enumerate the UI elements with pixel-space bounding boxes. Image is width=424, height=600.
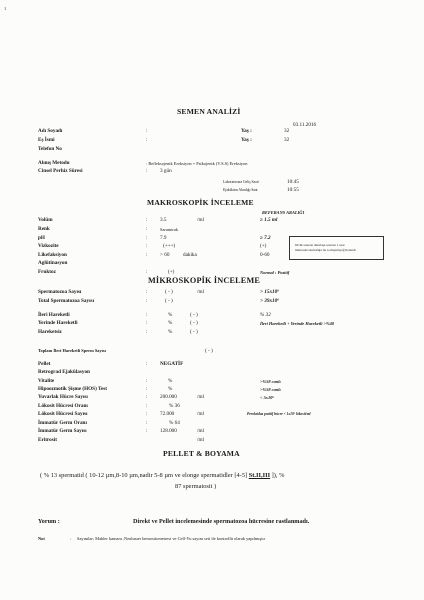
micro-row-sep: :: [146, 428, 148, 434]
micro-row-label: İmmatür Germ Oranı: [38, 420, 87, 426]
micro-row-value: 128.000: [160, 428, 177, 434]
macro-row-value: (+++): [163, 243, 176, 249]
macro-row-ref: 0-60: [260, 252, 270, 258]
micro-row-ref: > 39x10⁶: [260, 298, 280, 304]
spouse-name-label: Eş İsmi: [38, 137, 55, 143]
macro-row-label: Vizkozite: [38, 243, 59, 249]
report-date: 03.11.2016: [293, 122, 317, 128]
page-mark: 1: [4, 6, 7, 11]
macro-row-ref: ≥ 1.5 ml: [260, 217, 278, 223]
pellet-line1-pre: ( % 13 spermatid ( 10-12 µm,8-10 µm,nadir 5-8 µm ve elonge spermatidler [4-5]: [40, 472, 249, 479]
micro-row-value: %: [168, 320, 173, 326]
patient-age-value: 32: [284, 128, 290, 134]
micro-row-label: İleri Hareketli: [38, 312, 70, 318]
micro-row-sep: :: [146, 386, 148, 392]
micro-row-ref: < 5x10⁶: [260, 394, 274, 400]
lab-arrival-value: 10:45: [287, 179, 299, 185]
abstinence-label: Cinsel Perhiz Süresi: [38, 168, 83, 174]
micro-row-ref: İleri Hareketli + Yerinde Hareketli >%40: [260, 320, 335, 326]
micro-row-value: 200.000: [160, 394, 177, 400]
spouse-age-label: Yaş :: [241, 137, 252, 143]
micro-row-sep: :: [146, 289, 148, 295]
macro-row-label: Fruktoz: [38, 269, 56, 275]
micro-row-value: %: [168, 312, 173, 318]
macro-row-sep: :: [146, 217, 148, 223]
micro-row-unit: /ml: [197, 289, 204, 295]
pellet-line2: 87 spermatosit ): [175, 483, 217, 490]
micro-row-ref: Peroksidaz pozitif hücre < 1x10⁶ lökosit/ml: [247, 412, 311, 416]
method-label: Alınış Metodu: [38, 160, 70, 166]
micro-row-sep: :: [146, 361, 148, 367]
micro-row-label: Hareketsiz: [38, 329, 62, 335]
macro-row-ref: Normal : Pozitif: [260, 269, 290, 275]
micro-row-value: % 64: [169, 420, 180, 426]
macro-row-ref: (+): [260, 243, 267, 249]
total-motile-value: ( - ): [205, 348, 213, 354]
spouse-name-sep: :: [146, 137, 148, 143]
micro-row-ref: > 15x10⁶: [260, 289, 280, 295]
note-sep: :: [70, 536, 72, 541]
macro-row-value: 3.5: [160, 217, 167, 223]
pellet-line1-post: ]), %: [270, 472, 285, 479]
micro-row-unit: ( - ): [190, 312, 198, 318]
macro-row-sep: :: [146, 252, 148, 258]
micro-row-label: Pellet: [38, 361, 51, 367]
micro-row-unit: /ml: [197, 411, 204, 417]
micro-row-unit: ( - ): [190, 320, 198, 326]
macro-row-label: Renk: [38, 226, 50, 232]
micro-row-label: Total Spermatozoa Sayısı: [38, 298, 95, 304]
abstinence-sep: :: [146, 168, 148, 174]
micro-row-label: Lökosit Hücresi Sayısı: [38, 411, 88, 417]
micro-row-value: %: [168, 378, 173, 384]
micro-row-value: %: [168, 329, 173, 335]
macro-row-sep: :: [146, 243, 148, 249]
pellet-line1-bold: St.II,III: [248, 472, 271, 479]
patient-name-label: Adı Soyadı: [38, 128, 63, 134]
note-text: Sayımlar; Makler kamara ,Neubauer hemositometresi ve Cell-Vu sayım seti ile kontrollü olarak yapılmıştır: [77, 536, 266, 541]
micro-row-unit: /ml: [197, 428, 204, 434]
macro-row-value: Saramtrak: [160, 226, 179, 232]
micro-row-ref: % 32: [260, 312, 271, 318]
micro-row-label: Spermatozoa Sayısı: [38, 289, 82, 295]
pellet-value: NEGATİF: [160, 361, 184, 367]
macro-row-label: Likefaksiyon: [38, 252, 67, 258]
micro-row-ref: >%58 canlı: [260, 386, 281, 392]
ejaculation-time-label: Ejakülatın Alındığı Saat: [223, 188, 258, 192]
pellet-line1: [40, 472, 284, 479]
micro-row-label: Eritrosit: [38, 437, 57, 443]
lab-arrival-label: Laboratuvara Geliş Saati: [223, 180, 259, 184]
micro-row-sep: :: [146, 403, 148, 409]
macro-row-label: Volüm: [38, 217, 53, 223]
macro-row-sep: :: [146, 269, 148, 275]
micro-row-sep: :: [146, 378, 148, 384]
macro-row-label: Aglütinasyon: [38, 260, 68, 266]
comment-label: Yorum :: [38, 518, 60, 525]
micro-row-label: Yuvarlak Hücre Sayısı: [38, 394, 88, 400]
reference-heading: REFERANS ARALIĞI: [262, 210, 305, 215]
total-motile-label: Toplam İleri Hareketli Sperm Sayısı: [38, 348, 106, 353]
spouse-age-value: 32: [284, 137, 290, 143]
micro-row-value: % 36: [169, 403, 180, 409]
micro-row-sep: :: [146, 320, 148, 326]
micro-row-value: ( - ): [165, 298, 173, 304]
patient-name-sep: :: [146, 128, 148, 134]
note-label: Not: [38, 536, 45, 541]
micro-row-sep: :: [146, 394, 148, 400]
micro-row-sep: :: [146, 411, 148, 417]
micro-row-label: İmmatür Germ Sayısı: [38, 428, 87, 434]
abstinence-value: 3 gün: [160, 168, 172, 174]
macro-row-label: pH: [38, 235, 45, 241]
micro-row-sep: :: [146, 312, 148, 318]
macro-row-unit: /ml: [197, 217, 204, 223]
micro-row-unit: ( - ): [190, 329, 198, 335]
macro-row-sep: :: [146, 226, 148, 232]
micro-row-label: Lökosit Hücresi Oranı: [38, 403, 88, 409]
micro-row-value: ( - ): [165, 289, 173, 295]
macro-row-value: (+): [168, 269, 175, 275]
micro-row-unit: /ml: [197, 394, 204, 400]
page-title: SEMEN ANALİZİ: [177, 107, 241, 116]
micro-row-sep: :: [146, 298, 148, 304]
macro-row-value: > 60: [160, 252, 170, 258]
patient-age-label: Yaş :: [241, 128, 252, 134]
macro-row-ref: ≥ 7.2: [260, 235, 271, 241]
note-box: [289, 236, 384, 260]
comment-text: Direkt ve Pellet incelemesinde spermatozoa hücresine rastlanmadı.: [133, 518, 310, 525]
pellet-heading: PELLET & BOYAMA: [163, 449, 240, 458]
micro-row-value: %: [168, 386, 173, 392]
note-box-line1: 60 dk sonrası durulaşa sonrası 1 saat: [295, 243, 345, 247]
macro-heading: MAKROSKOPİK İNCELEME: [147, 198, 254, 207]
micro-row-unit: /ml: [197, 437, 204, 443]
micro-row-sep: :: [146, 420, 148, 426]
phone-label: Telefon No: [38, 146, 62, 152]
macro-row-sep: :: [146, 235, 148, 241]
macro-row-value: 7.9: [160, 235, 167, 241]
micro-row-ref: >%58 canlı: [260, 378, 281, 384]
micro-row-sep: :: [146, 329, 148, 335]
micro-row-label: Yerinde Hareketli: [38, 320, 78, 326]
micro-row-label: Retrograd Ejakülasyon: [38, 369, 90, 375]
micro-row-value: 72.000: [160, 411, 175, 417]
micro-row-label: Hipoozmotik Şişme (HOS) Test: [38, 386, 108, 392]
ejaculation-time-value: 10:55: [287, 187, 299, 193]
method-value: : Refleksojenik Ereksiyon + Psikojenik (V.S.S) Ereksiyon: [146, 160, 248, 166]
micro-heading: MİKROSKOPİK İNCELEME: [148, 276, 261, 285]
macro-row-unit: dakika: [183, 252, 197, 258]
note-box-line2: makroski santrafuje ile n ebaşlanyağ ilelendi: [295, 248, 356, 252]
micro-row-label: Vitalite: [38, 378, 55, 384]
